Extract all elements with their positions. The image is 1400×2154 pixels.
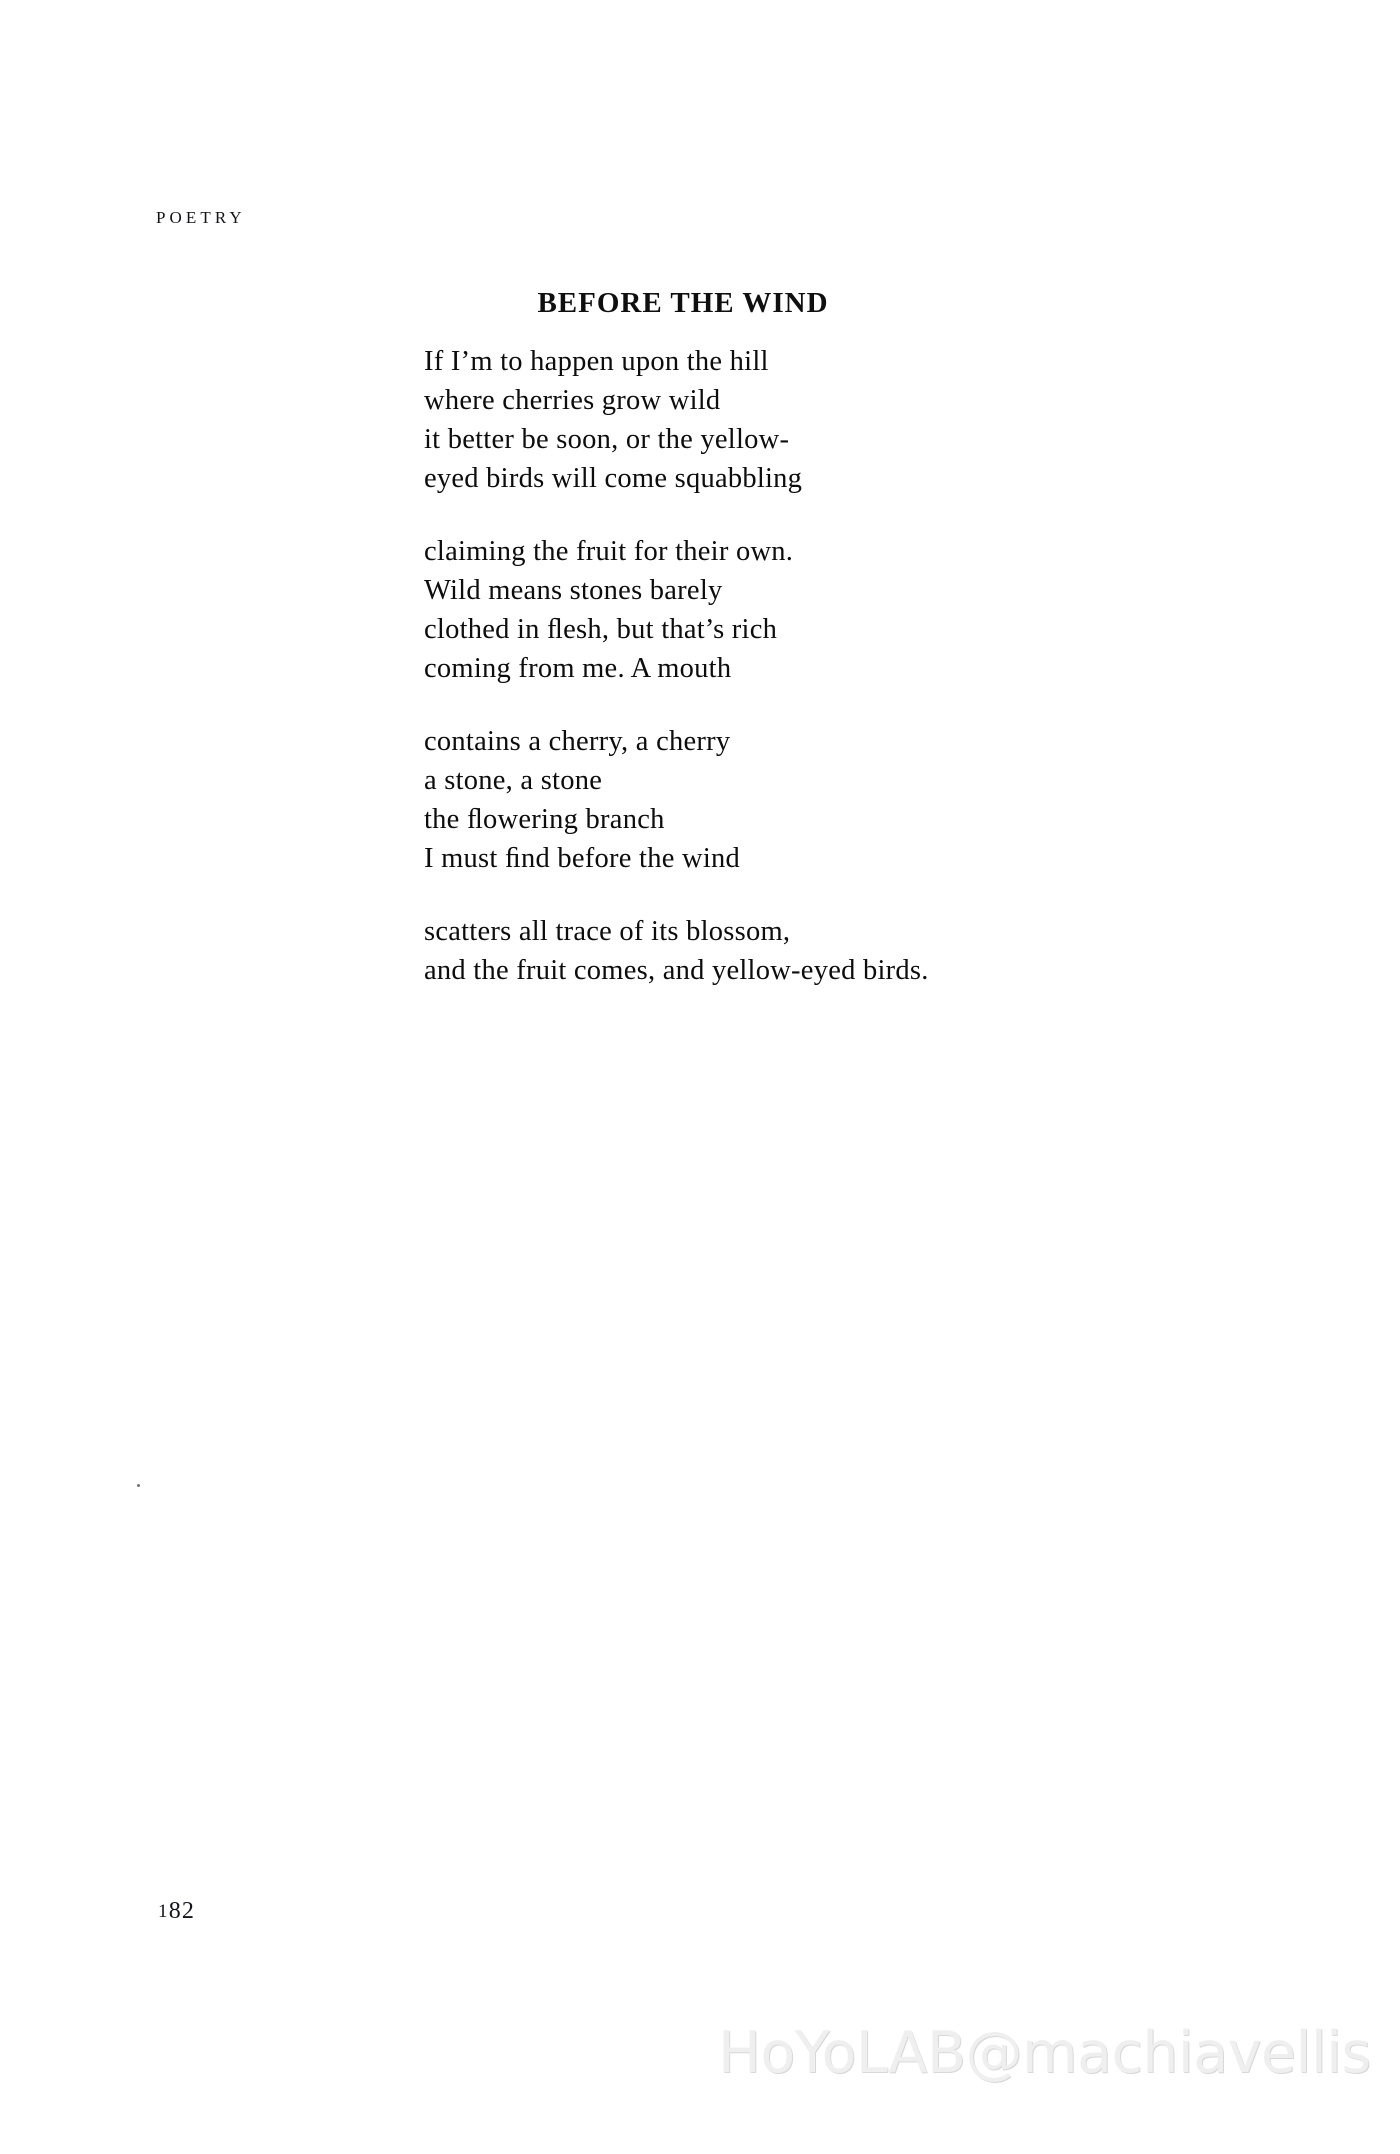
poem-line: If I’m to happen upon the hill xyxy=(424,346,769,377)
poem-line: a stone, a stone xyxy=(424,765,603,796)
poem-line: claiming the fruit for their own. xyxy=(424,536,794,567)
poem-line: where cherries grow wild xyxy=(424,385,721,416)
page-title: BEFORE THE WIND xyxy=(537,287,829,320)
stanza xyxy=(424,532,1144,688)
poem-line: the ﬂowering branch xyxy=(424,804,665,835)
page-number-trailing-digits: 82 xyxy=(168,1898,196,1924)
scan-artifact-speck xyxy=(137,1484,140,1487)
stanza xyxy=(424,722,1144,878)
running-head: POETRY xyxy=(156,208,246,227)
poem-line: contains a cherry, a cherry xyxy=(424,726,731,757)
poem-line: and the fruit comes, and yellow-eyed birds. xyxy=(424,955,929,986)
poem-line: Wild means stones barely xyxy=(424,575,723,606)
poem-body xyxy=(424,342,1144,990)
poem-line: clothed in ﬂesh, but that’s rich xyxy=(424,614,778,645)
poem-line: I must ﬁnd before the wind xyxy=(424,843,740,874)
poem-line: scatters all trace of its blossom, xyxy=(424,916,791,947)
stanza xyxy=(424,342,1144,498)
page-number xyxy=(158,1898,195,1925)
poem-line: it better be soon, or the yellow- xyxy=(424,424,790,455)
watermark: HoYoLAB@machiavellis xyxy=(718,2020,1371,2086)
page-number-leading-digit: 1 xyxy=(158,1901,169,1922)
stanza xyxy=(424,912,1144,990)
poem-line: coming from me. A mouth xyxy=(424,653,732,684)
poem-line: eyed birds will come squabbling xyxy=(424,463,803,494)
